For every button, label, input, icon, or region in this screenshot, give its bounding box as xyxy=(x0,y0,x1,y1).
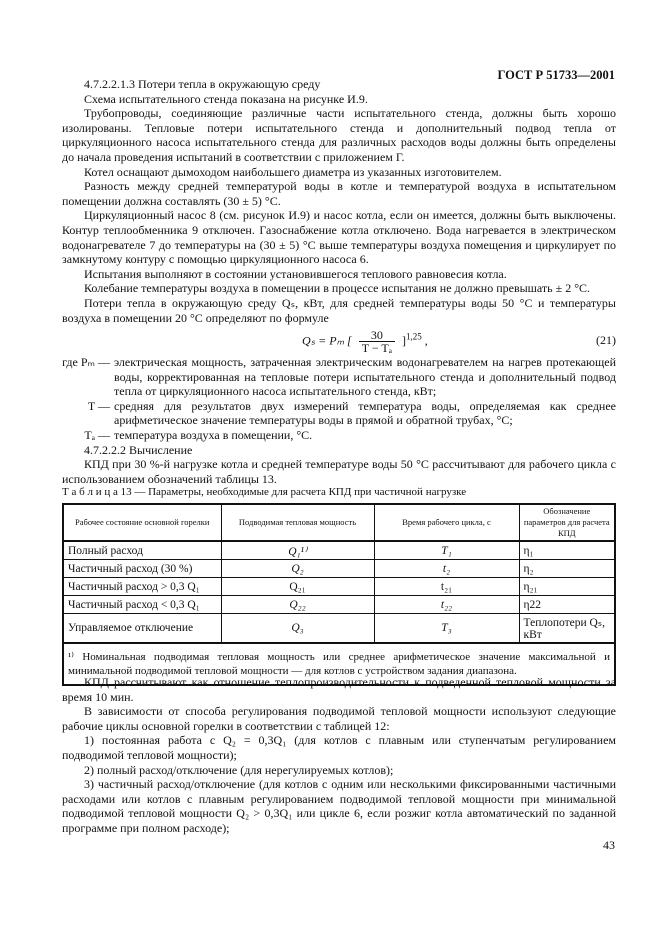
table-header-row xyxy=(63,504,615,541)
definition-key: T — xyxy=(87,398,110,413)
table-row xyxy=(63,541,615,560)
table-footnote: ¹⁾ Номинальная подводимая тепловая мощность или среднее арифметическое значение максимальной и минимальной подводимой тепловой мощности — для котлов с устройством задания диапазона. xyxy=(63,643,615,685)
table-cell: η₂ xyxy=(519,560,615,578)
table-cell: Q₂₂ xyxy=(221,596,374,614)
formula-rhs: ] xyxy=(402,333,406,348)
table-cell: η22 xyxy=(519,596,615,614)
formula-numerator: 30 xyxy=(370,328,383,343)
formula-denominator: T − Tₐ xyxy=(359,341,395,354)
formula-21 xyxy=(62,325,616,355)
list-item: 3) частичный расход/отключение (для котлов с одним или несколькими фиксированными частичными расходами или котлов с плавным регулированием подводимой тепловой мощности при минимальной подводимой тепловой мощности Q₂ > 0,3Q₁ или цикле 6, если розжиг котла автоматический по заданной программе при полном расходе); xyxy=(62,777,616,835)
table-cell: Частичный расход (30 %) xyxy=(63,560,221,578)
formula-exponent: 1,25 xyxy=(406,331,422,342)
formula-tail: , xyxy=(421,333,428,348)
table-caption: Т а б л и ц а 13 — Параметры, необходимые для расчета КПД при частичной нагрузке xyxy=(62,486,467,498)
paragraph: Схема испытательного стенда показана на рисунке И.9. xyxy=(84,91,368,106)
table-cell: t₂₂ xyxy=(374,596,519,614)
column-header: Время рабочего цикла, с xyxy=(374,504,519,541)
definitions-list xyxy=(62,355,616,443)
document-header: ГОСТ Р 51733—2001 xyxy=(497,68,615,82)
table-row xyxy=(63,614,615,644)
table-cell: Полный расход xyxy=(63,541,221,560)
page-number: 43 xyxy=(603,838,615,852)
table-row xyxy=(63,596,615,614)
paragraph: Испытания выполняют в состоянии установившегося теплового равновесия котла. xyxy=(84,266,507,281)
table-row xyxy=(63,560,615,578)
paragraph: Разность между средней температурой воды в котле и температурой воздуха в испытательном помещении должна составлять (30 ± 5) °С. xyxy=(62,179,616,208)
column-header: Рабочее состояние основной горелки xyxy=(63,504,221,541)
table-cell: Частичный расход < 0,3 Q₁ xyxy=(63,596,221,614)
paragraph: КПД рассчитывают как отношение теплопроизводительности к подведенной тепловой мощности за время 10 мин. xyxy=(62,675,616,704)
definition-key: Tₐ — xyxy=(84,428,110,443)
table-cell: Управляемое отключение xyxy=(63,614,221,644)
table-cell: Частичный расход > 0,3 Q₁ xyxy=(63,578,221,596)
formula-fraction xyxy=(359,329,395,354)
table-cell: Q₁¹⁾ xyxy=(221,541,374,560)
paragraph: Потери тепла в окружающую среду Qₛ, кВт, для средней температуры воды 50 °С и температуры воздуха в помещении 20 °С определяют по формуле xyxy=(62,295,616,325)
table-cell: η₂₁ xyxy=(519,578,615,596)
table-cell: Q₂₁ xyxy=(221,578,374,596)
section-heading: 4.7.2.2.2 Вычисление xyxy=(84,442,193,457)
paragraph: Трубопроводы, соединяющие различные части испытательного стенда, должны быть хорошо изолированы. Тепловые потери испытательного стенда и дополнительный подвод тепла от циркуляционного насоса испытательного стенда для различных расходов воды должны быть определены до начала проведения испытаний в соответствии с приложением Г. xyxy=(62,106,616,164)
body-text-top xyxy=(62,77,616,486)
body-text-bottom xyxy=(62,675,616,836)
definition-text: электрическая мощность, затраченная электрическим водонагревателем на нагрев протекающей воды, корректированная на тепловые потери испытательного стенда и дополнительный подвод тепла от циркуляционного насоса испытательного стенда, кВт; xyxy=(114,355,616,399)
definition-key: где Pₘ — xyxy=(62,355,110,370)
formula-number: (21) xyxy=(596,333,616,348)
table-cell: T₃ xyxy=(374,614,519,644)
definition-text: температура воздуха в помещении, °С. xyxy=(114,428,313,443)
column-header: Обозначение параметров для расчета КПД xyxy=(519,504,615,541)
paragraph: Циркуляционный насос 8 (см. рисунок И.9) и насос котла, если он имеется, должны быть выключены. Контур теплообменника 9 отключен. Газоснабжение котла отключено. Вода нагревается в электрическом водонагревателе 7 до температуры на (30 ± 5) °С выше температуры воздуха помещения и циркулирует по замкнутому контуру с помощью циркуляционного насоса 6. xyxy=(62,208,616,267)
paragraph: Котел оснащают дымоходом наибольшего диаметра из указанных изготовителем. xyxy=(84,164,502,179)
table-cell: T₁ xyxy=(374,541,519,560)
table-cell: t₂ xyxy=(374,560,519,578)
paragraph: КПД при 30 %-й нагрузке котла и средней температуре воды 50 °С рассчитывают для рабочего цикла с использованием обозначений таблицы 13. xyxy=(62,457,616,486)
list-item: 1) постоянная работа с Q₂ = 0,3Q₁ (для котлов с плавным или ступенчатым регулированием подводимой тепловой мощности); xyxy=(62,733,616,762)
definition-text: средняя для результатов двух измерений температура воды, определяемая как среднее арифметическое значение температуры воды в прямой и обратной трубах, °С; xyxy=(114,398,616,428)
section-heading: 4.7.2.2.1.3 Потери тепла в окружающую среду xyxy=(84,77,321,91)
paragraph: В зависимости от способа регулирования подводимой тепловой мощности используют следующие рабочие циклы основной горелки в соответствии с таблицей 12: xyxy=(62,704,616,733)
paragraph: Колебание температуры воздуха в помещении в процессе испытания не должно превышать ± 2 °С. xyxy=(84,281,591,296)
parameters-table xyxy=(62,503,616,686)
table-row xyxy=(63,578,615,596)
table-cell: Q₂ xyxy=(221,560,374,578)
column-header: Подводимая тепловая мощность xyxy=(221,504,374,541)
table-cell: t₂₁ xyxy=(374,578,519,596)
formula-lhs: Qₛ = Pₘ [ xyxy=(302,333,352,348)
table-cell: Теплопотери Qₛ, кВт xyxy=(519,614,615,644)
list-item: 2) полный расход/отключение (для нерегулируемых котлов); xyxy=(84,762,394,777)
table-cell: Q₃ xyxy=(221,614,374,644)
table-cell: η₁ xyxy=(519,541,615,560)
